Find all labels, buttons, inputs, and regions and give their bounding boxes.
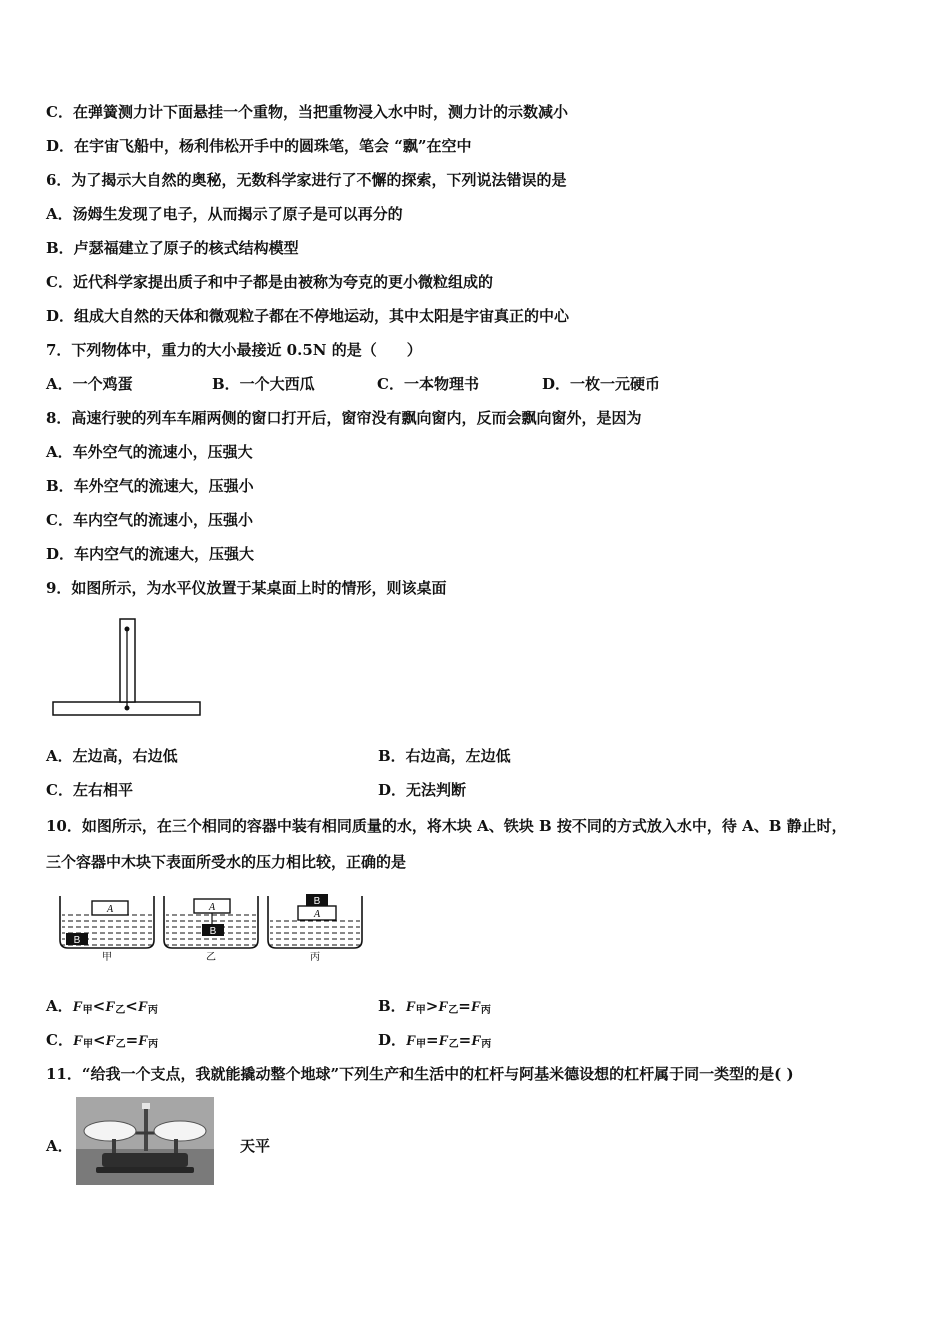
q9-option-a: A．左边高，右边低 [46, 747, 178, 765]
question-11: 11．“给我一个支点，我就能撬动整个地球”下列生产和生活中的杠杆与阿基米德设想的杠杆属于同一类型的是( ) [46, 1065, 794, 1083]
label-yi: 乙 [206, 952, 216, 963]
label-bing: 丙 [310, 952, 320, 963]
q7-option-c: C．一本物理书 [377, 375, 479, 393]
block-a-label-yi: A [208, 902, 216, 913]
q5-option-d: D．在宇宙飞船中，杨利伟松开手中的圆珠笔，笔会 “飘”在空中 [46, 137, 472, 155]
question-8: 8．高速行驶的列车车厢两侧的窗口打开后，窗帘没有飘向窗内，反而会飘向窗外，是因为 [46, 409, 642, 427]
q8-option-d: D．车内空气的流速大，压强大 [46, 545, 255, 563]
question-6: 6．为了揭示大自然的奥秘，无数科学家进行了不懈的探索，下列说法错误的是 [46, 171, 567, 189]
q8-option-c: C．车内空气的流速小，压强小 [46, 511, 253, 529]
q10-option-c: C．$F_甲<F_乙=F_丙$ [46, 1031, 159, 1050]
question-10-line2: 三个容器中木块下表面所受水的压力相比较，正确的是 [46, 853, 407, 871]
q5-option-c: C．在弹簧测力计下面悬挂一个重物，当把重物浸入水中时，测力计的示数减小 [46, 103, 568, 121]
container-bing [268, 894, 362, 963]
q6-option-c: C．近代科学家提出质子和中子都是由被称为夸克的更小微粒组成的 [46, 273, 493, 291]
container-yi [164, 896, 258, 963]
question-7: 7．下列物体中，重力的大小最接近 0.5N 的是（ ） [46, 341, 422, 359]
q6-option-d: D．组成大自然的天体和微观粒子都在不停地运动，其中太阳是宇宙真正的中心 [46, 307, 570, 325]
q9-option-d: D．无法判断 [378, 781, 467, 799]
block-b-label-bing: B [313, 896, 321, 907]
question-10-line1: 10．如图所示，在三个相同的容器中装有相同质量的水，将木块 A、铁块 B 按不同的方式放入水中，待 A、B 静止时， [46, 817, 847, 835]
question-9: 9．如图所示，为水平仪放置于某桌面上时的情形，则该桌面 [46, 579, 447, 597]
pendulum-bob [125, 706, 130, 711]
container-jia [60, 896, 154, 963]
block-b-label-yi: B [209, 926, 217, 937]
q8-option-b: B．车外空气的流速大，压强小 [46, 477, 254, 495]
block-b-label-jia: B [73, 935, 81, 946]
balance-scale-icon [76, 1097, 214, 1185]
block-a-label-jia: A [106, 904, 114, 915]
q11-option-a-letter: A． [46, 1137, 73, 1155]
q10-option-b: B．$F_甲>F_乙=F_丙$ [378, 997, 491, 1016]
q7-option-a: A．一个鸡蛋 [46, 375, 133, 393]
balance-scale-photo [76, 1097, 214, 1185]
q7-option-b: B．一个大西瓜 [212, 375, 315, 393]
q10-option-a: A．$F_甲<F_乙<F_丙$ [46, 997, 158, 1016]
level-figure [50, 614, 204, 720]
q10-option-d: D．$F_甲=F_乙=F_丙$ [378, 1031, 492, 1050]
block-a-label-bing: A [313, 909, 321, 920]
q8-option-a: A．车外空气的流速小，压强大 [46, 443, 253, 461]
label-jia: 甲 [102, 952, 112, 963]
containers-figure [52, 888, 372, 964]
q6-option-a: A．汤姆生发现了电子，从而揭示了原子是可以再分的 [46, 205, 403, 223]
q7-option-d: D．一枚一元硬币 [542, 375, 661, 393]
q9-option-c: C．左右相平 [46, 781, 133, 799]
q11-option-a-text: 天平 [240, 1137, 271, 1155]
q6-option-b: B．卢瑟福建立了原子的核式结构模型 [46, 239, 299, 257]
q9-option-b: B．右边高，左边低 [378, 747, 511, 765]
